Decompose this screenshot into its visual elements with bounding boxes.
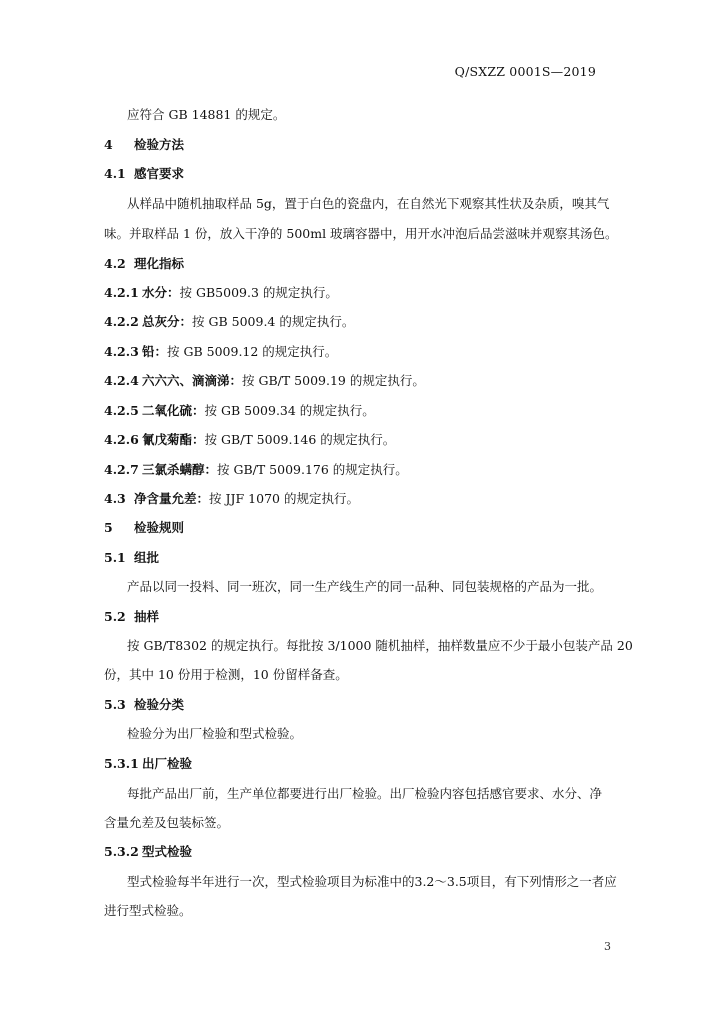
section-number: 5.3.1 [104,756,139,771]
section-number: 5.3.2 [104,844,139,859]
section-number: 5.2 [104,609,126,624]
paragraph: 进行型式检验。 [104,903,192,918]
clause-4-3 [104,491,359,507]
paragraph: 产品以同一投料、同一班次，同一生产线生产的同一品种、同包装规格的产品为一批。 [127,579,603,594]
clause-4-2-2 [104,314,354,330]
clause-text: 按 GB5009.3 的规定执行。 [179,285,338,300]
clause-term: 三氯杀螨醇： [142,462,218,477]
clause-term: 六六六、滴滴涕： [142,373,243,388]
section-heading-4-2 [104,256,184,272]
clause-number: 4.2.4 [104,373,139,388]
section-title: 检验分类 [134,697,185,712]
clause-term: 净含量允差： [134,491,210,506]
section-heading-5-3-1 [104,756,192,772]
paragraph: 按 GB/T8302 的规定执行。每批按 3/1000 随机抽样，抽样数量应不少于最小包装产品 20 [127,638,633,653]
section-heading-5-2 [104,609,159,625]
paragraph: 从样品中随机抽取样品 5g，置于白色的瓷盘内，在自然光下观察其性状及杂质，嗅其气 [127,196,610,211]
paragraph: 含量允差及包装标签。 [104,815,230,830]
section-title: 出厂检验 [142,756,193,771]
clause-4-2-1 [104,285,338,301]
clause-4-2-6 [104,432,395,448]
section-title: 型式检验 [142,844,193,859]
section-number: 4 [104,137,113,152]
section-heading-5-3-2 [104,844,192,860]
paragraph: 味。并取样品 1 份，放入干净的 500ml 玻璃容器中，用开水冲泡后品尝滋味并观察其汤色。 [104,226,618,241]
section-title: 组批 [134,550,160,565]
clause-text: 按 GB/T 5009.146 的规定执行。 [204,432,396,447]
clause-number: 4.2.1 [104,285,139,300]
section-number: 5.1 [104,550,126,565]
clause-term: 铅： [142,344,168,359]
section-number: 4.2 [104,256,126,271]
clause-4-2-7 [104,462,408,478]
section-title: 抽样 [134,609,160,624]
clause-term: 二氧化硫： [142,403,205,418]
section-number: 5.3 [104,697,126,712]
clause-text: 按 GB 5009.34 的规定执行。 [204,403,375,418]
paragraph: 型式检验每半年进行一次，型式检验项目为标准中的3.2～3.5项目，有下列情形之一者应 [127,874,617,889]
section-heading-5-1 [104,550,159,566]
clause-4-2-4 [104,373,425,389]
clause-number: 4.2.3 [104,344,139,359]
clause-number: 4.3 [104,491,126,506]
section-number: 5 [104,520,113,535]
paragraph: 每批产品出厂前，生产单位都要进行出厂检验。出厂检验内容包括感官要求、水分、净 [127,786,603,801]
section-title: 检验方法 [134,137,185,152]
clause-term: 氰戊菊酯： [142,432,205,447]
clause-text: 按 GB 5009.4 的规定执行。 [192,314,355,329]
clause-number: 4.2.2 [104,314,139,329]
paragraph: 检验分为出厂检验和型式检验。 [127,726,303,741]
clause-text: 按 JJF 1070 的规定执行。 [209,491,359,506]
section-title: 理化指标 [134,256,185,271]
paragraph: 份，其中 10 份用于检测，10 份留样备查。 [104,667,348,682]
clause-text: 按 GB/T 5009.19 的规定执行。 [242,373,425,388]
clause-4-2-3 [104,344,337,360]
clause-term: 水分： [142,285,180,300]
section-title: 感官要求 [134,166,185,181]
clause-number: 4.2.5 [104,403,139,418]
clause-text: 按 GB/T 5009.176 的规定执行。 [217,462,408,477]
clause-term: 总灰分： [142,314,193,329]
clause-4-2-5 [104,403,375,419]
page-number: 3 [604,940,611,953]
section-title: 检验规则 [134,520,185,535]
clause-number: 4.2.6 [104,432,139,447]
clause-number: 4.2.7 [104,462,139,477]
section-heading-4 [104,137,184,153]
section-number: 4.1 [104,166,126,181]
section-heading-4-1 [104,166,184,182]
document-code: Q/SXZZ 0001S—2019 [454,64,596,79]
section-heading-5-3 [104,697,184,713]
paragraph: 应符合 GB 14881 的规定。 [127,107,286,122]
clause-text: 按 GB 5009.12 的规定执行。 [167,344,338,359]
section-heading-5 [104,520,184,536]
